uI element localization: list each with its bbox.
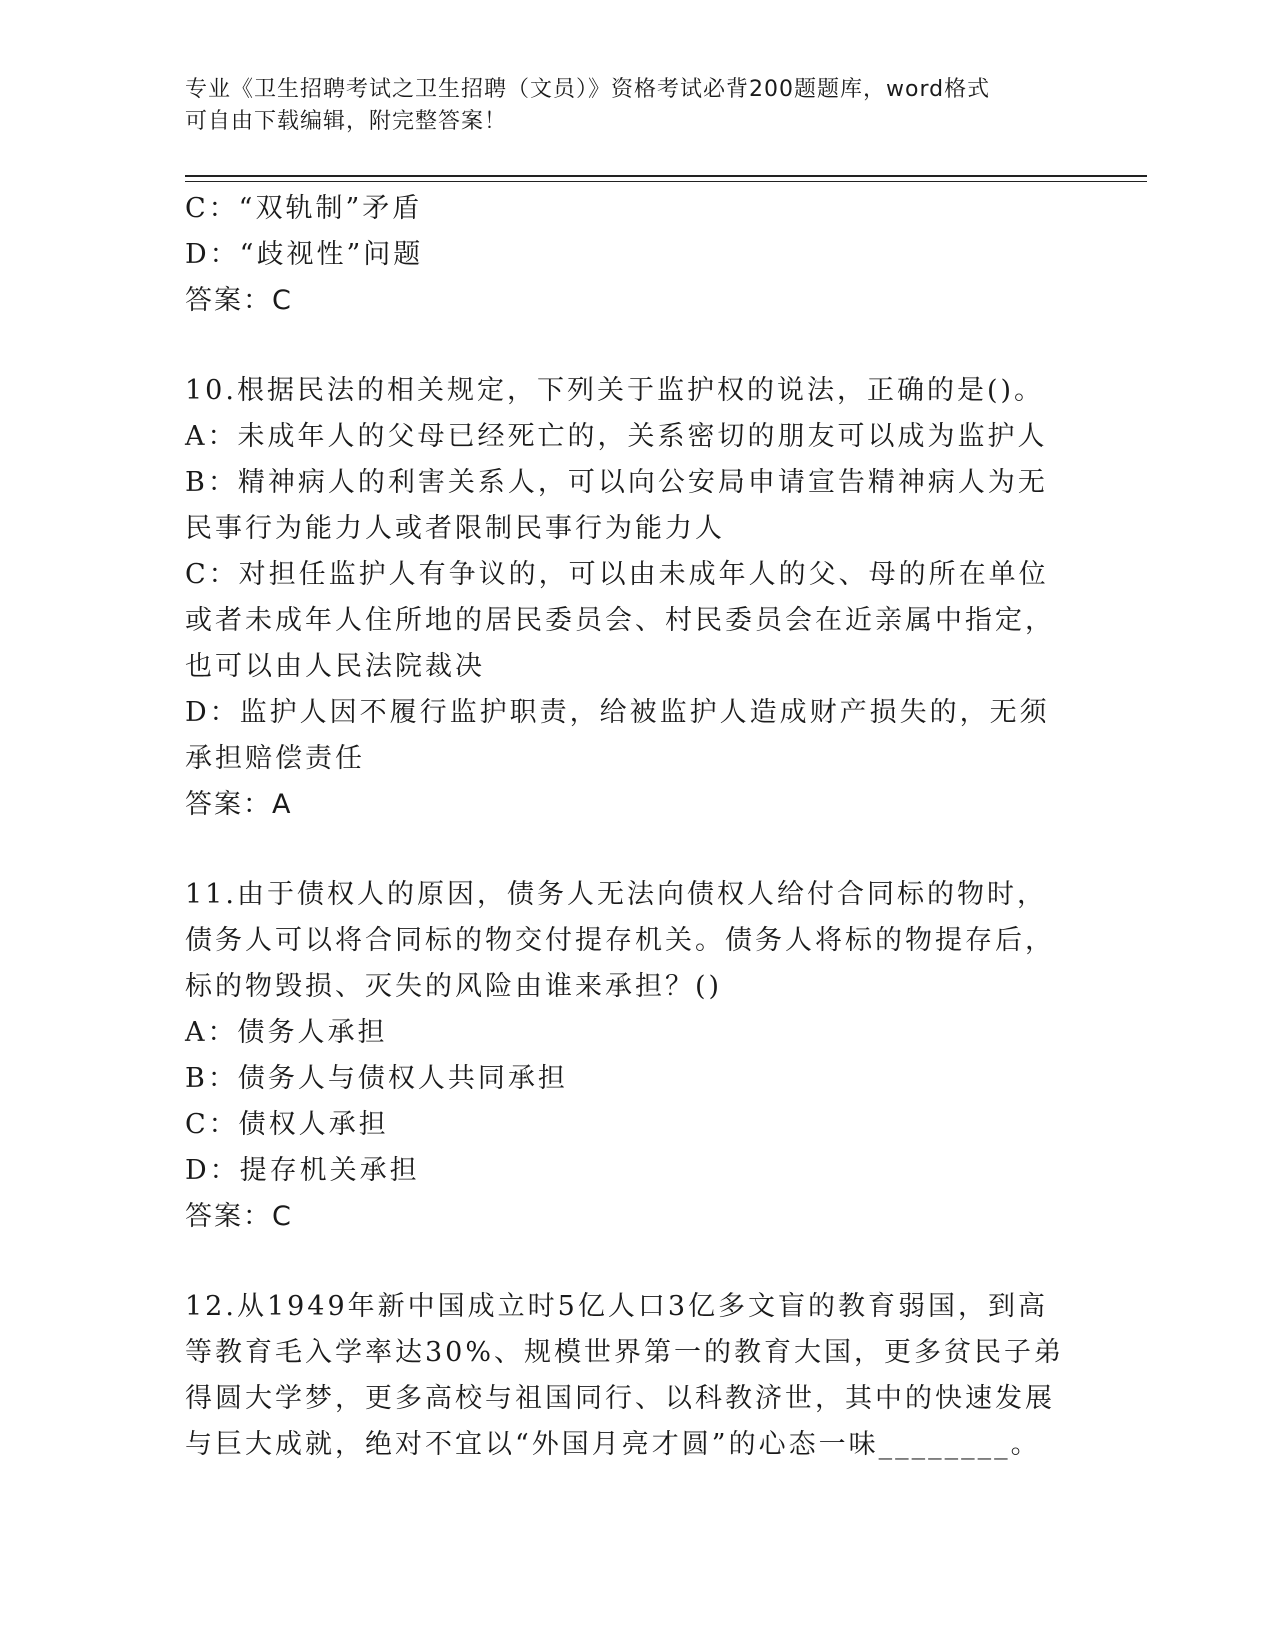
q11-answer: 答案：C (185, 1201, 293, 1232)
q10-option-a: A：未成年人的父母已经死亡的，关系密切的朋友可以成为监护人 (185, 421, 1048, 452)
q9-option-d: D：“歧视性”问题 (185, 239, 424, 270)
question-11 (185, 872, 1065, 1240)
question-list (185, 186, 1065, 1468)
q11-option-d: D：提存机关承担 (185, 1155, 420, 1186)
q10-option-b: B：精神病人的利害关系人，可以向公安局申请宣告精神病人为无民事行为能力人或者限制民事行为能力人 (185, 467, 1048, 544)
q12-stem: 12.从1949年新中国成立时5亿人口3亿多文盲的教育弱国，到高等教育毛入学率达30%、规模世界第一的教育大国，更多贫民子弟得圆大学梦，更多高校与祖国同行、以科教济世，其中的快速发展与巨大成就，绝对不宜以“外国月亮才圆”的心态一味________。 (185, 1291, 1065, 1460)
header-title-line-2: 可自由下载编辑，附完整答案！ (185, 109, 508, 134)
question-9-tail (185, 186, 1065, 324)
header-title-line-1: 专业《卫生招聘考试之卫生招聘（文员）》资格考试必背200题题库，word格式 (185, 77, 991, 102)
q10-stem: 10.根据民法的相关规定，下列关于监护权的说法，正确的是()。 (185, 375, 1045, 406)
q11-stem: 11.由于债权人的原因，债务人无法向债权人给付合同标的物时，债务人可以将合同标的物交付提存机关。债务人将标的物提存后，标的物毁损、灭失的风险由谁来承担？() (185, 879, 1055, 1002)
header-divider-thin (185, 181, 1147, 182)
q11-option-b: B：债务人与债权人共同承担 (185, 1063, 568, 1094)
q10-option-c: C：对担任监护人有争议的，可以由未成年人的父、母的所在单位或者未成年人住所地的居民委员会、村民委员会在近亲属中指定，也可以由人民法院裁决 (185, 559, 1055, 682)
question-12 (185, 1284, 1065, 1468)
q10-answer: 答案：A (185, 789, 293, 820)
document-header (185, 74, 1065, 138)
q11-option-c: C：债权人承担 (185, 1109, 389, 1140)
q10-option-d: D：监护人因不履行监护职责，给被监护人造成财产损失的，无须承担赔偿责任 (185, 697, 1050, 774)
q11-option-a: A：债务人承担 (185, 1017, 388, 1048)
q9-option-c: C：“双轨制”矛盾 (185, 193, 423, 224)
question-10 (185, 368, 1065, 828)
q9-answer: 答案：C (185, 285, 293, 316)
header-divider-thick (185, 175, 1147, 177)
